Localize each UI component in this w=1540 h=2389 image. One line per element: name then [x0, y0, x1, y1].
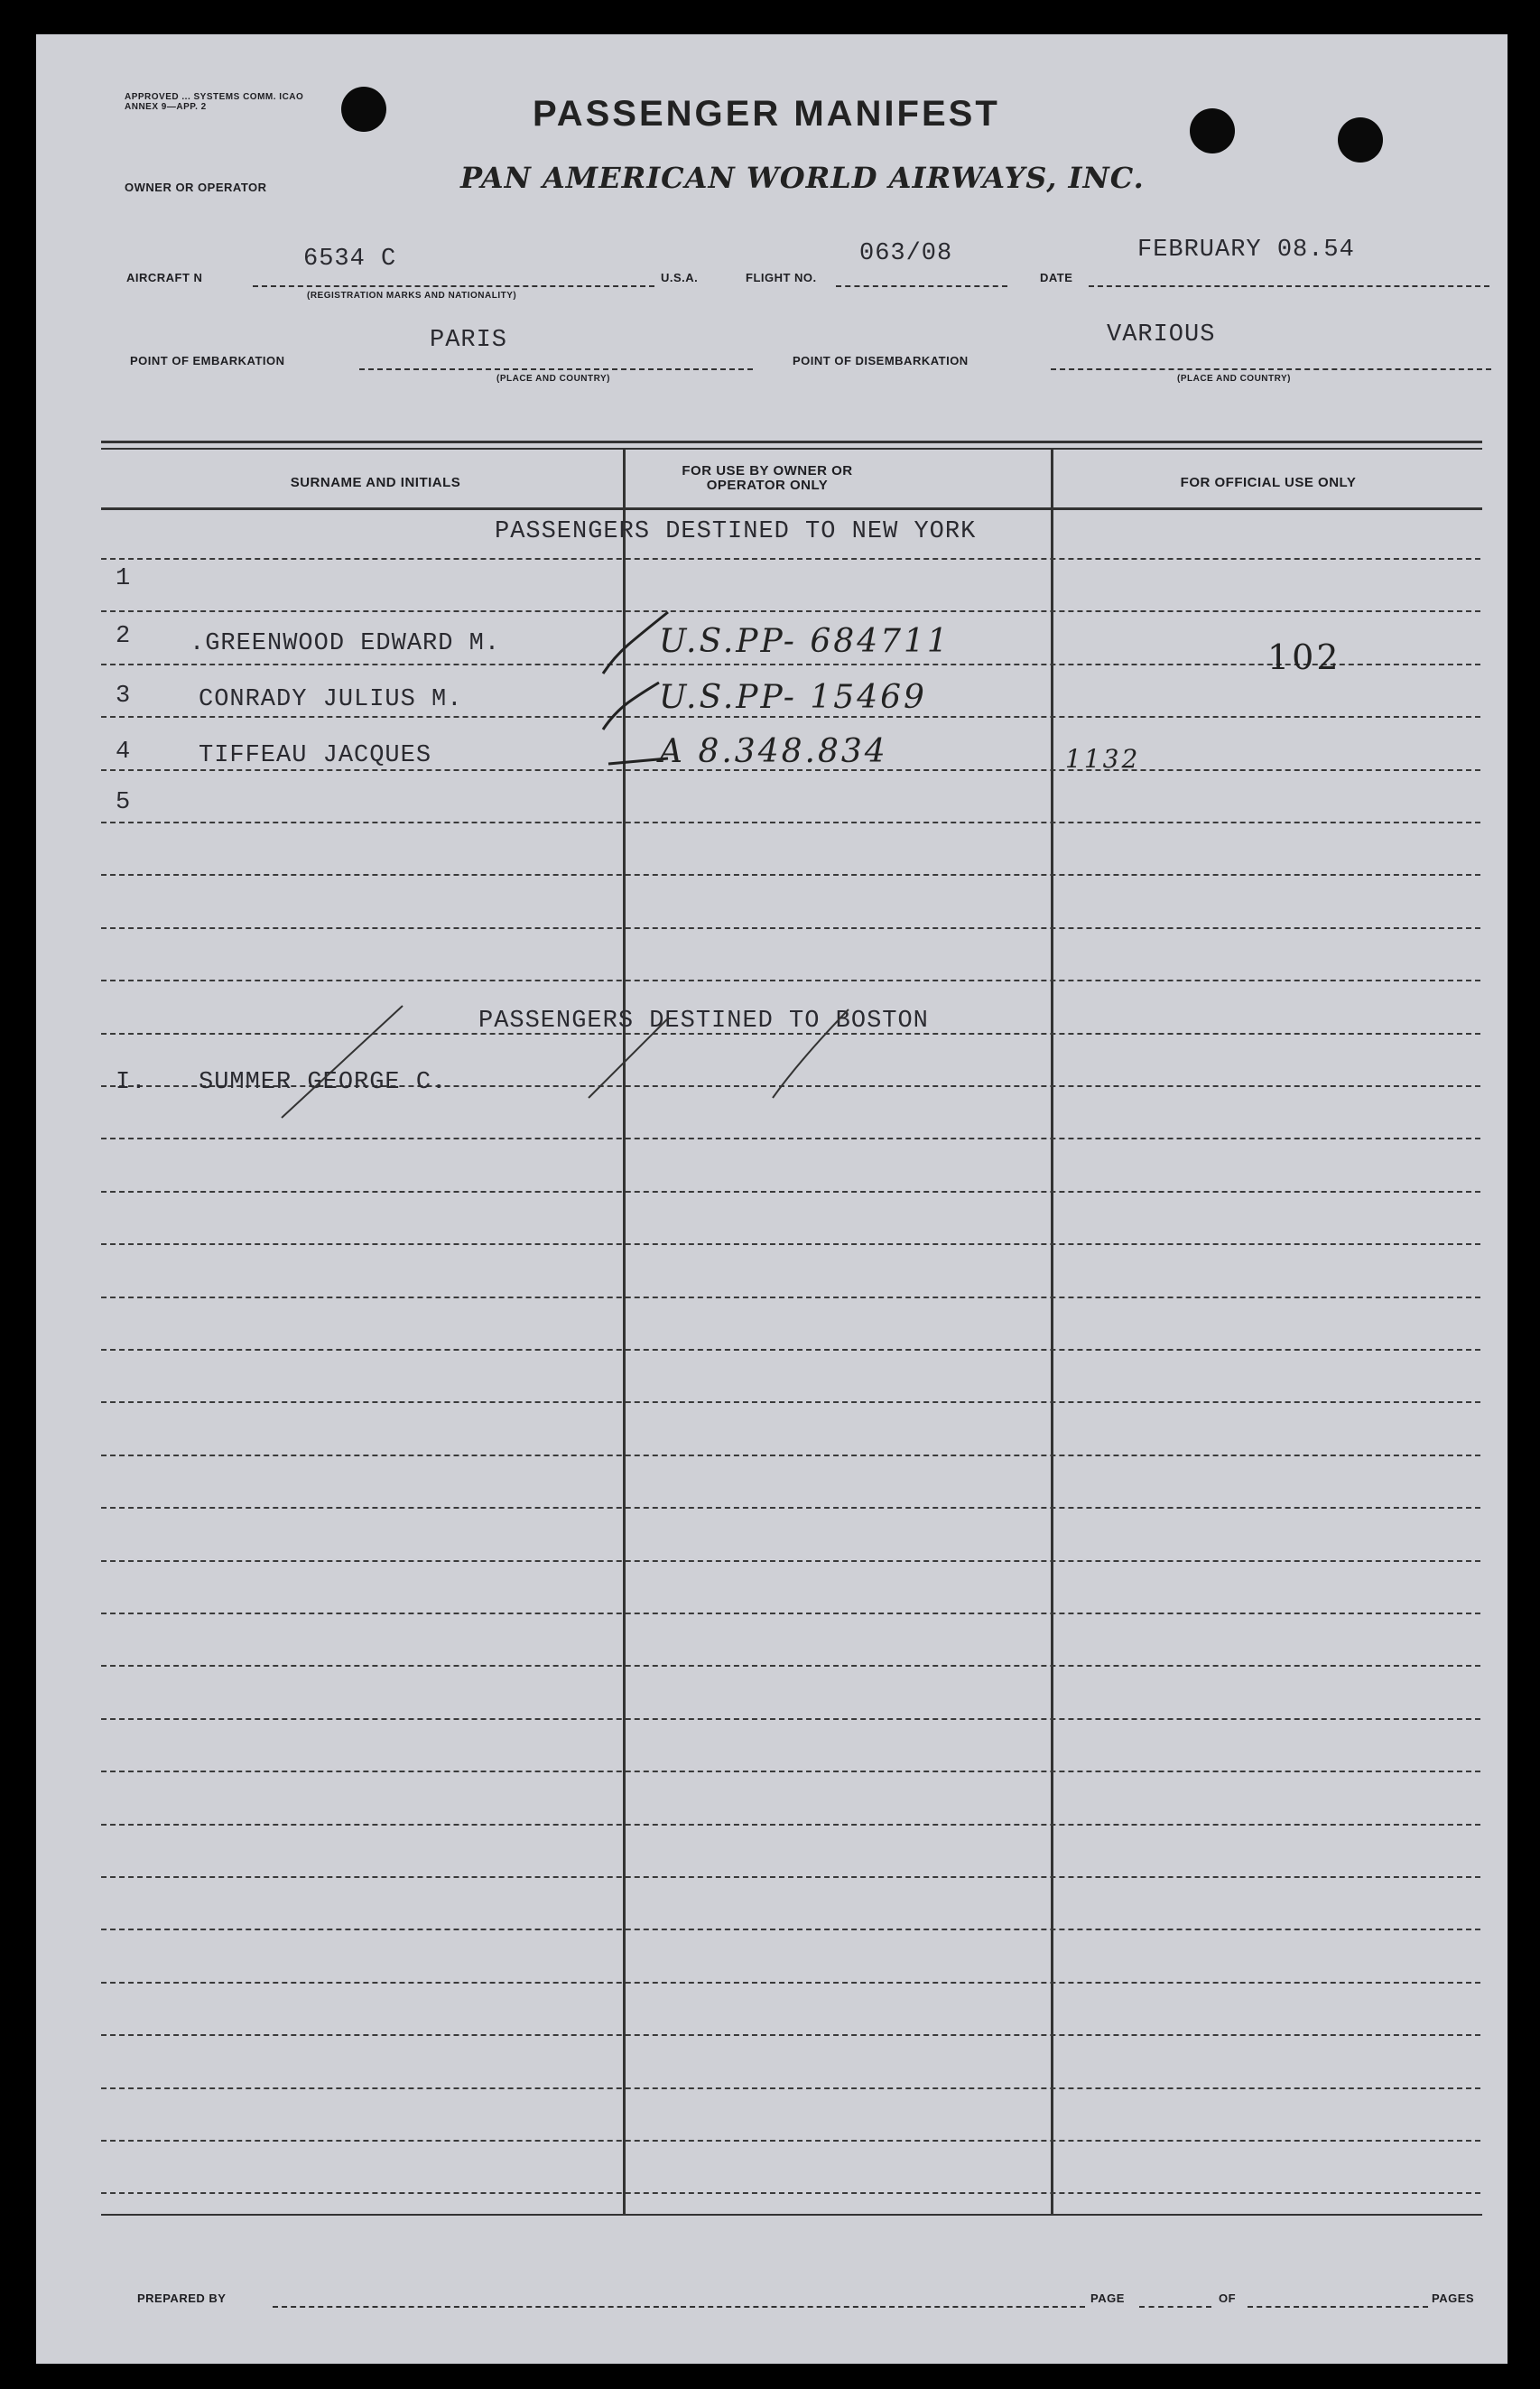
embark-caption: (PLACE AND COUNTRY): [496, 374, 610, 384]
ruled-line: [101, 1349, 1480, 1351]
manifest-sheet: [36, 34, 1508, 2364]
ruled-line: [101, 1824, 1480, 1826]
header-bottom-rule: [101, 507, 1482, 510]
check-marks: [36, 34, 1508, 2364]
page-label: PAGE: [1090, 2291, 1125, 2305]
embark-underline: [359, 368, 753, 370]
ruled-line: [101, 1771, 1480, 1772]
ruled-line: [101, 1297, 1480, 1298]
ruled-line: [101, 1982, 1480, 1984]
prepared-underline: [273, 2306, 1085, 2308]
pages-label: PAGES: [1432, 2291, 1475, 2305]
usa-label: U.S.A.: [661, 271, 699, 284]
check-mark: [603, 683, 659, 730]
ruled-line: [101, 2140, 1480, 2142]
ruled-line: [101, 2087, 1480, 2089]
registration-caption: (REGISTRATION MARKS AND NATIONALITY): [307, 291, 517, 301]
ruled-line: [101, 2192, 1480, 2194]
date-underline: [1089, 285, 1489, 287]
row-number: 1: [116, 565, 132, 592]
page-underline: [1139, 2306, 1211, 2308]
ruled-line: [101, 1401, 1480, 1403]
ruled-line: [101, 1191, 1480, 1193]
prepared-label: PREPARED BY: [137, 2291, 227, 2305]
date-label: DATE: [1040, 271, 1073, 284]
ruled-line: [101, 1718, 1480, 1720]
approval-stamp: APPROVED ... SYSTEMS COMM. ICAO ANNEX 9—APP. 2: [125, 92, 304, 112]
row-number: 4: [116, 739, 132, 766]
ruled-line: [101, 1138, 1480, 1139]
table-bottom-rule: [101, 2214, 1482, 2216]
punch-hole-right: [1338, 117, 1383, 163]
official-note: 1132: [1065, 744, 1141, 774]
page-title: PASSENGER MANIFEST: [533, 94, 1000, 134]
embark-label: POINT OF EMBARKATION: [130, 354, 285, 367]
table-top-rule: [101, 441, 1482, 443]
aircraft-label: AIRCRAFT N: [126, 271, 203, 284]
ruled-line: [101, 1507, 1480, 1509]
row-number: I.: [116, 1069, 147, 1096]
ruled-line: [101, 1243, 1480, 1245]
col-header-owner-use: FOR USE BY OWNER OR OPERATOR ONLY: [682, 463, 853, 493]
col-header-official: FOR OFFICIAL USE ONLY: [1180, 475, 1357, 490]
embark-value: PARIS: [430, 327, 508, 354]
ruled-line: [101, 558, 1480, 560]
disembark-caption: (PLACE AND COUNTRY): [1177, 374, 1291, 384]
section-new-york: PASSENGERS DESTINED TO NEW YORK: [495, 518, 977, 545]
owner-label: OWNER OR OPERATOR: [125, 181, 267, 194]
disembark-label: POINT OF DISEMBARKATION: [793, 354, 969, 367]
ruled-line: [101, 1455, 1480, 1456]
ruled-line: [101, 2034, 1480, 2036]
row-number: 2: [116, 623, 132, 650]
table-top-rule-2: [101, 448, 1482, 450]
aircraft-underline: [253, 285, 654, 287]
disembark-value: VARIOUS: [1107, 321, 1216, 349]
passport-number: U.S.PP- 684711: [659, 623, 951, 660]
of-label: OF: [1219, 2291, 1237, 2305]
passenger-name: .GREENWOOD EDWARD M.: [190, 630, 501, 657]
ruled-line: [101, 1876, 1480, 1878]
section-boston: PASSENGERS DESTINED TO BOSTON: [478, 1008, 929, 1035]
ruled-line: [101, 1665, 1480, 1667]
flight-underline: [836, 285, 1007, 287]
punch-hole-center-right: [1190, 108, 1235, 153]
ruled-line: [101, 716, 1480, 718]
passenger-name: TIFFEAU JACQUES: [199, 742, 432, 769]
ruled-line: [101, 822, 1480, 823]
column-divider-2: [1051, 448, 1053, 2216]
passport-number: U.S.PP- 15469: [659, 679, 927, 716]
of-underline: [1248, 2306, 1428, 2308]
row-number: 5: [116, 789, 132, 816]
ruled-line: [101, 1613, 1480, 1614]
ruled-line: [101, 1560, 1480, 1562]
aircraft-value: 6534 C: [303, 246, 397, 273]
row-number: 3: [116, 683, 132, 710]
disembark-underline: [1051, 368, 1491, 370]
flight-value: 063/08: [859, 240, 953, 267]
date-value: FEBRUARY 08.54: [1137, 237, 1355, 264]
owner-value: PAN AMERICAN WORLD AIRWAYS, INC.: [460, 161, 1145, 195]
ruled-line: [101, 874, 1480, 876]
ruled-line: [101, 610, 1480, 612]
ruled-line: [101, 1929, 1480, 1930]
ruled-line: [101, 980, 1480, 981]
flight-label: FLIGHT NO.: [746, 271, 817, 284]
passenger-name: CONRADY JULIUS M.: [199, 686, 463, 713]
col-header-surname: SURNAME AND INITIALS: [290, 475, 461, 490]
punch-hole-left: [341, 87, 386, 132]
official-note: 102: [1267, 637, 1341, 677]
slash-mark: [282, 1006, 403, 1118]
ruled-line: [101, 927, 1480, 929]
passport-number: A 8.348.834: [659, 733, 888, 770]
passenger-name: SUMMER GEORGE C.: [199, 1069, 448, 1096]
column-divider-1: [623, 448, 626, 2216]
